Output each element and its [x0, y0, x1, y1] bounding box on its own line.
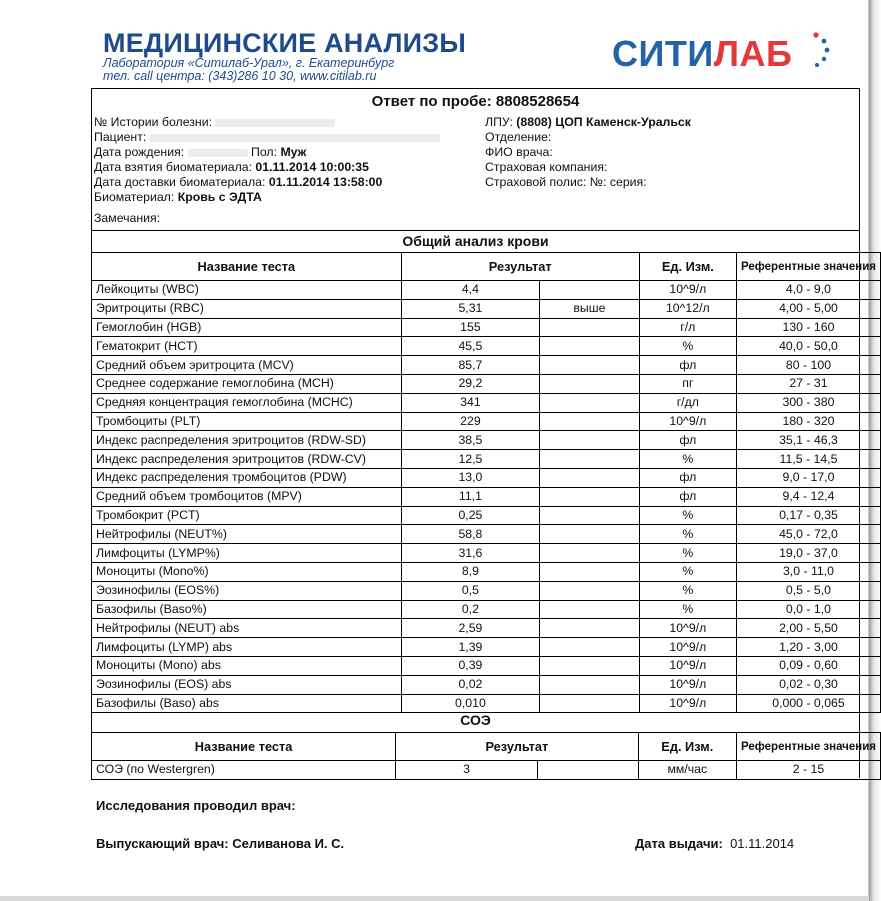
lpu-label: ЛПУ:	[485, 115, 513, 129]
table-row	[92, 318, 881, 337]
result-flag-cell	[540, 525, 640, 544]
logo-text-part2: ЛАБ	[713, 33, 793, 74]
reference-range-cell: 9,4 - 12,4	[736, 487, 880, 506]
brand-title: МЕДИЦИНСКИЕ АНАЛИЗЫ	[103, 28, 466, 58]
result-value-cell: 0,39	[401, 656, 540, 675]
history-field	[94, 115, 335, 131]
esr-section-title: СОЭ	[460, 712, 491, 728]
patient-label: Пациент:	[94, 130, 147, 144]
table-row	[92, 337, 881, 356]
result-value-cell: 155	[401, 318, 540, 337]
result-value-cell: 12,5	[401, 450, 540, 469]
test-name-cell: Индекс распределения эритроцитов (RDW-SD)	[92, 431, 402, 450]
redacted-patient	[150, 134, 440, 142]
result-flag-cell	[540, 374, 640, 393]
doctor-field	[485, 145, 553, 161]
issue-date-label: Дата выдачи:	[635, 836, 723, 851]
reference-range-cell: 80 - 100	[736, 356, 880, 375]
reference-range-cell: 0,000 - 0,065	[736, 694, 880, 713]
result-value-cell: 8,9	[401, 562, 540, 581]
test-name-cell: Средний объем тромбоцитов (MPV)	[92, 487, 402, 506]
issue-date-field	[635, 836, 794, 851]
taken-value: 01.11.2014 10:00:35	[255, 160, 369, 174]
result-value-cell: 0,02	[401, 675, 540, 694]
test-name-cell: Эозинофилы (EOS) abs	[92, 675, 402, 694]
result-value-cell: 29,2	[401, 374, 540, 393]
logo-text-part1: СИТИ	[612, 33, 714, 74]
test-name-cell: Эозинофилы (EOS%)	[92, 581, 402, 600]
redacted-history	[215, 119, 335, 127]
reference-range-cell: 27 - 31	[736, 374, 880, 393]
policy-label: Страховой полис: №: серия:	[485, 175, 647, 189]
unit-cell: %	[639, 581, 736, 600]
test-name-cell: СОЭ (по Westergren)	[92, 761, 396, 780]
test-name-cell: Нейтрофилы (NEUT%)	[92, 525, 402, 544]
delivered-label: Дата доставки биоматериала:	[94, 175, 266, 189]
table-row	[92, 694, 881, 713]
reference-range-cell: 0,17 - 0,35	[736, 506, 880, 525]
result-flag-cell	[540, 600, 640, 619]
result-flag-cell	[540, 562, 640, 581]
table-header-row	[92, 733, 881, 761]
cbc-results-table	[91, 252, 881, 713]
result-value-cell: 58,8	[401, 525, 540, 544]
table-row	[92, 506, 881, 525]
unit-cell: %	[639, 506, 736, 525]
unit-cell: фл	[639, 468, 736, 487]
table-row	[92, 281, 881, 300]
result-value-cell: 341	[401, 393, 540, 412]
col-header-result: Результат	[401, 253, 639, 281]
result-flag-cell	[540, 450, 640, 469]
unit-cell: 10^9/л	[639, 656, 736, 675]
result-flag-cell	[540, 412, 640, 431]
unit-cell: 10^9/л	[639, 619, 736, 638]
reference-range-cell: 1,20 - 3,00	[736, 638, 880, 657]
reference-range-cell: 300 - 380	[736, 393, 880, 412]
test-name-cell: Лейкоциты (WBC)	[92, 281, 402, 300]
unit-cell: 10^9/л	[639, 675, 736, 694]
table-row	[92, 619, 881, 638]
test-name-cell: Моноциты (Mono%)	[92, 562, 402, 581]
result-flag-cell	[540, 487, 640, 506]
test-name-cell: Индекс распределения тромбоцитов (PDW)	[92, 468, 402, 487]
reference-range-cell: 3,0 - 11,0	[736, 562, 880, 581]
reference-range-cell: 0,09 - 0,60	[736, 656, 880, 675]
unit-cell: %	[639, 562, 736, 581]
table-row	[92, 431, 881, 450]
page-bottom-edge	[0, 896, 869, 901]
test-name-cell: Лимфоциты (LYMP) abs	[92, 638, 402, 657]
table-row	[92, 562, 881, 581]
cbc-section-title: Общий анализ крови	[402, 233, 549, 249]
result-flag-cell	[540, 281, 640, 300]
unit-cell: г/л	[639, 318, 736, 337]
reference-range-cell: 2,00 - 5,50	[736, 619, 880, 638]
unit-cell: фл	[639, 487, 736, 506]
table-row	[92, 761, 881, 780]
table-row	[92, 450, 881, 469]
biomaterial-field	[94, 190, 262, 206]
col-header-name: Название теста	[92, 733, 396, 761]
table-row	[92, 656, 881, 675]
unit-cell: г/дл	[639, 393, 736, 412]
unit-cell: фл	[639, 356, 736, 375]
sex-value: Муж	[280, 145, 307, 159]
birth-label: Дата рождения:	[94, 145, 185, 159]
table-row	[92, 468, 881, 487]
reference-range-cell: 19,0 - 37,0	[736, 544, 880, 563]
col-header-unit: Ед. Изм.	[638, 733, 736, 761]
biomaterial-value: Кровь с ЭДТА	[177, 190, 262, 204]
reference-range-cell: 2 - 15	[736, 761, 880, 780]
result-flag-cell	[540, 638, 640, 657]
result-flag-cell	[540, 431, 640, 450]
unit-cell: %	[639, 600, 736, 619]
test-name-cell: Базофилы (Baso) abs	[92, 694, 402, 713]
table-row	[92, 544, 881, 563]
result-flag-cell	[540, 675, 640, 694]
test-name-cell: Нейтрофилы (NEUT) abs	[92, 619, 402, 638]
department-field	[485, 130, 551, 146]
reference-range-cell: 40,0 - 50,0	[736, 337, 880, 356]
department-label: Отделение:	[485, 130, 552, 144]
result-flag-cell	[540, 656, 640, 675]
reference-range-cell: 130 - 160	[736, 318, 880, 337]
test-name-cell: Индекс распределения эритроцитов (RDW-CV)	[92, 450, 402, 469]
report-title: Ответ по пробе: 8808528654	[371, 93, 580, 110]
brand-contact-line: тел. call центра: (343)286 10 30, www.citilab.ru	[103, 69, 377, 83]
reference-range-cell: 0,5 - 5,0	[736, 581, 880, 600]
reference-range-cell: 4,00 - 5,00	[736, 299, 880, 318]
test-name-cell: Гемоглобин (HGB)	[92, 318, 402, 337]
insurer-field	[485, 160, 607, 176]
result-value-cell: 0,5	[401, 581, 540, 600]
delivered-value: 01.11.2014 13:58:00	[268, 175, 383, 189]
test-name-cell: Базофилы (Baso%)	[92, 600, 402, 619]
table-row	[92, 487, 881, 506]
result-value-cell: 38,5	[401, 431, 540, 450]
issuing-doctor: Выпускающий врач: Селиванова И. С.	[96, 836, 345, 851]
table-row	[92, 638, 881, 657]
reference-range-cell: 0,02 - 0,30	[736, 675, 880, 694]
citilab-logo	[612, 33, 792, 75]
result-value-cell: 13,0	[401, 468, 540, 487]
unit-cell: %	[639, 450, 736, 469]
result-value-cell: 1,39	[401, 638, 540, 657]
test-name-cell: Среднее содержание гемоглобина (MCH)	[92, 374, 402, 393]
result-value-cell: 4,4	[401, 281, 540, 300]
brand-subtitle	[103, 57, 394, 83]
reference-range-cell: 45,0 - 72,0	[736, 525, 880, 544]
table-row	[92, 374, 881, 393]
doctor-label: ФИО врача:	[485, 145, 553, 159]
unit-cell: 10^9/л	[639, 281, 736, 300]
test-name-cell: Тромбоциты (PLT)	[92, 412, 402, 431]
birth-field	[94, 145, 306, 161]
unit-cell: %	[639, 337, 736, 356]
result-value-cell: 11,1	[401, 487, 540, 506]
history-label: № Истории болезни:	[94, 115, 212, 129]
result-flag-cell	[540, 506, 640, 525]
table-row	[92, 356, 881, 375]
table-row	[92, 581, 881, 600]
result-flag-cell	[540, 393, 640, 412]
test-name-cell: Гематокрит (HCT)	[92, 337, 402, 356]
table-header-row	[92, 253, 881, 281]
remarks-field	[94, 211, 160, 227]
cbc-table-body	[92, 281, 881, 713]
reference-range-cell: 9,0 - 17,0	[736, 468, 880, 487]
result-flag-cell	[540, 356, 640, 375]
unit-cell: фл	[639, 431, 736, 450]
esr-results-table	[91, 732, 881, 780]
section-divider	[91, 230, 860, 231]
result-value-cell: 0,2	[401, 600, 540, 619]
sex-label: Пол:	[251, 145, 278, 159]
table-row	[92, 299, 881, 318]
unit-cell: пг	[639, 374, 736, 393]
test-name-cell: Средняя концентрация гемоглобина (MCHC)	[92, 393, 402, 412]
reference-range-cell: 180 - 320	[736, 412, 880, 431]
result-value-cell: 5,31	[401, 299, 540, 318]
result-flag-cell	[540, 694, 640, 713]
result-flag-cell	[540, 581, 640, 600]
table-row	[92, 393, 881, 412]
issue-date-value: 01.11.2014	[730, 836, 795, 851]
result-flag-cell	[540, 468, 640, 487]
col-header-result: Результат	[396, 733, 638, 761]
unit-cell: 10^9/л	[639, 638, 736, 657]
result-flag-cell	[540, 318, 640, 337]
col-header-ref-text: Референтные значения	[740, 260, 876, 273]
test-name-cell: Моноциты (Mono) abs	[92, 656, 402, 675]
unit-cell: 10^9/л	[639, 694, 736, 713]
table-row	[92, 412, 881, 431]
policy-field	[485, 175, 647, 191]
reference-range-cell: 4,0 - 9,0	[736, 281, 880, 300]
insurer-label: Страховая компания:	[485, 160, 608, 174]
result-flag-cell: выше	[540, 299, 640, 318]
test-name-cell: Тромбокрит (PCT)	[92, 506, 402, 525]
patient-field	[94, 130, 440, 146]
test-name-cell: Эритроциты (RBC)	[92, 299, 402, 318]
taken-field	[94, 160, 369, 176]
taken-label: Дата взятия биоматериала:	[94, 160, 252, 174]
remarks-label: Замечания:	[94, 211, 161, 225]
logo-dots-icon	[803, 30, 833, 74]
col-header-ref	[736, 733, 880, 761]
result-value-cell: 229	[401, 412, 540, 431]
lpu-value: (8808) ЦОП Каменск-Уральск	[516, 115, 691, 129]
result-value-cell: 85,7	[401, 356, 540, 375]
unit-cell: %	[639, 544, 736, 563]
result-value-cell: 45,5	[401, 337, 540, 356]
test-name-cell: Средний объем эритроцита (MCV)	[92, 356, 402, 375]
result-flag-cell	[540, 337, 640, 356]
unit-cell: мм/час	[638, 761, 736, 780]
col-header-ref	[736, 253, 880, 281]
biomaterial-label: Биоматериал:	[94, 190, 175, 204]
col-header-unit: Ед. Изм.	[639, 253, 736, 281]
lpu-field	[485, 115, 691, 131]
redacted-birth	[188, 149, 248, 157]
reference-range-cell: 0,0 - 1,0	[736, 600, 880, 619]
col-header-name: Название теста	[92, 253, 402, 281]
result-value-cell: 2,59	[401, 619, 540, 638]
performed-by-label: Исследования проводил врач:	[96, 798, 296, 813]
unit-cell: 10^12/л	[639, 299, 736, 318]
result-value-cell: 0,010	[401, 694, 540, 713]
test-name-cell: Лимфоциты (LYMP%)	[92, 544, 402, 563]
col-header-ref-text: Референтные значения	[740, 740, 876, 753]
result-value-cell: 31,6	[401, 544, 540, 563]
result-flag-cell	[537, 761, 638, 780]
result-flag-cell	[540, 544, 640, 563]
result-value-cell: 0,25	[401, 506, 540, 525]
delivered-field	[94, 175, 382, 191]
reference-range-cell: 35,1 - 46,3	[736, 431, 880, 450]
brand-lab-line: Лаборатория «Ситилаб-Урал», г. Екатеринбург	[103, 56, 395, 70]
unit-cell: %	[639, 525, 736, 544]
esr-table-body	[92, 761, 881, 780]
result-flag-cell	[540, 619, 640, 638]
table-row	[92, 525, 881, 544]
table-row	[92, 675, 881, 694]
unit-cell: 10^9/л	[639, 412, 736, 431]
table-row	[92, 600, 881, 619]
reference-range-cell: 11,5 - 14,5	[736, 450, 880, 469]
result-value-cell: 3	[396, 761, 538, 780]
